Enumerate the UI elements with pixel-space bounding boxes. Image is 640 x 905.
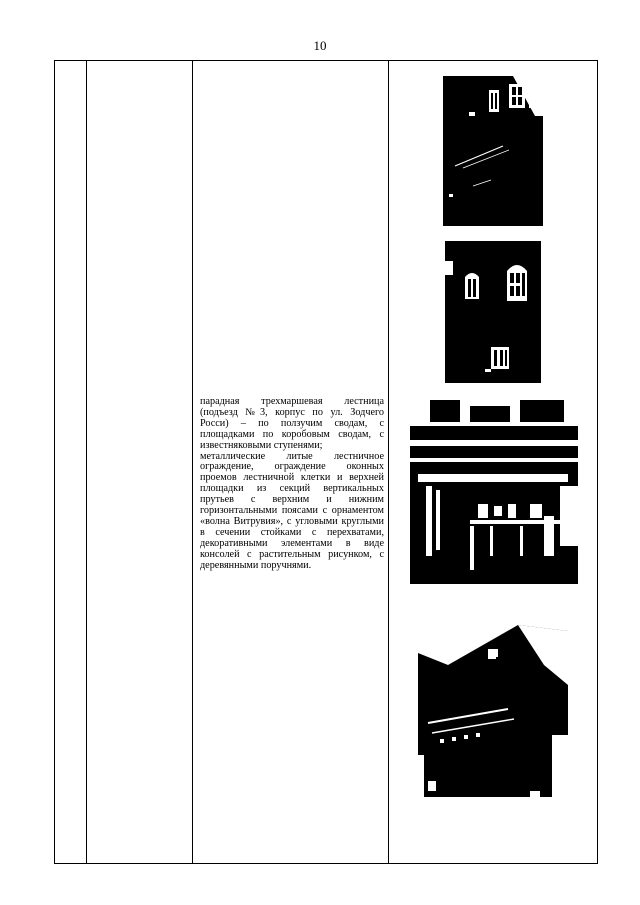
column-divider-1 — [86, 61, 87, 863]
page-number: 10 — [313, 38, 327, 53]
description-paragraph-1: парадная трехмаршевая лестница (подъезд №3, корпус по ул. Зодчего Росси) – по ползучим сводам, с площадками по коробовым сводам, с известняковыми ступенями; — [200, 396, 384, 451]
description-paragraph-2: металлические литые лестничное ограждение, ограждение оконных проемов лестничной клетки и верхней площадки из секций вертикальных прутьев с верхним и нижним горизонтальными поясами с орнаментом «волна Витрувия», с угловыми круглыми в сечении стойками с перехватами, декоративными элементами в виде консолей с растительным рисунком, с деревянными поручнями. — [200, 450, 384, 571]
description-cell — [200, 397, 384, 572]
photo-stair-vault — [418, 605, 568, 797]
column-divider-2 — [192, 61, 193, 863]
photo-railing-interior — [410, 396, 578, 584]
photo-arched-window — [445, 241, 541, 383]
photo-staircase-windows — [443, 76, 543, 226]
column-divider-3 — [388, 61, 389, 863]
